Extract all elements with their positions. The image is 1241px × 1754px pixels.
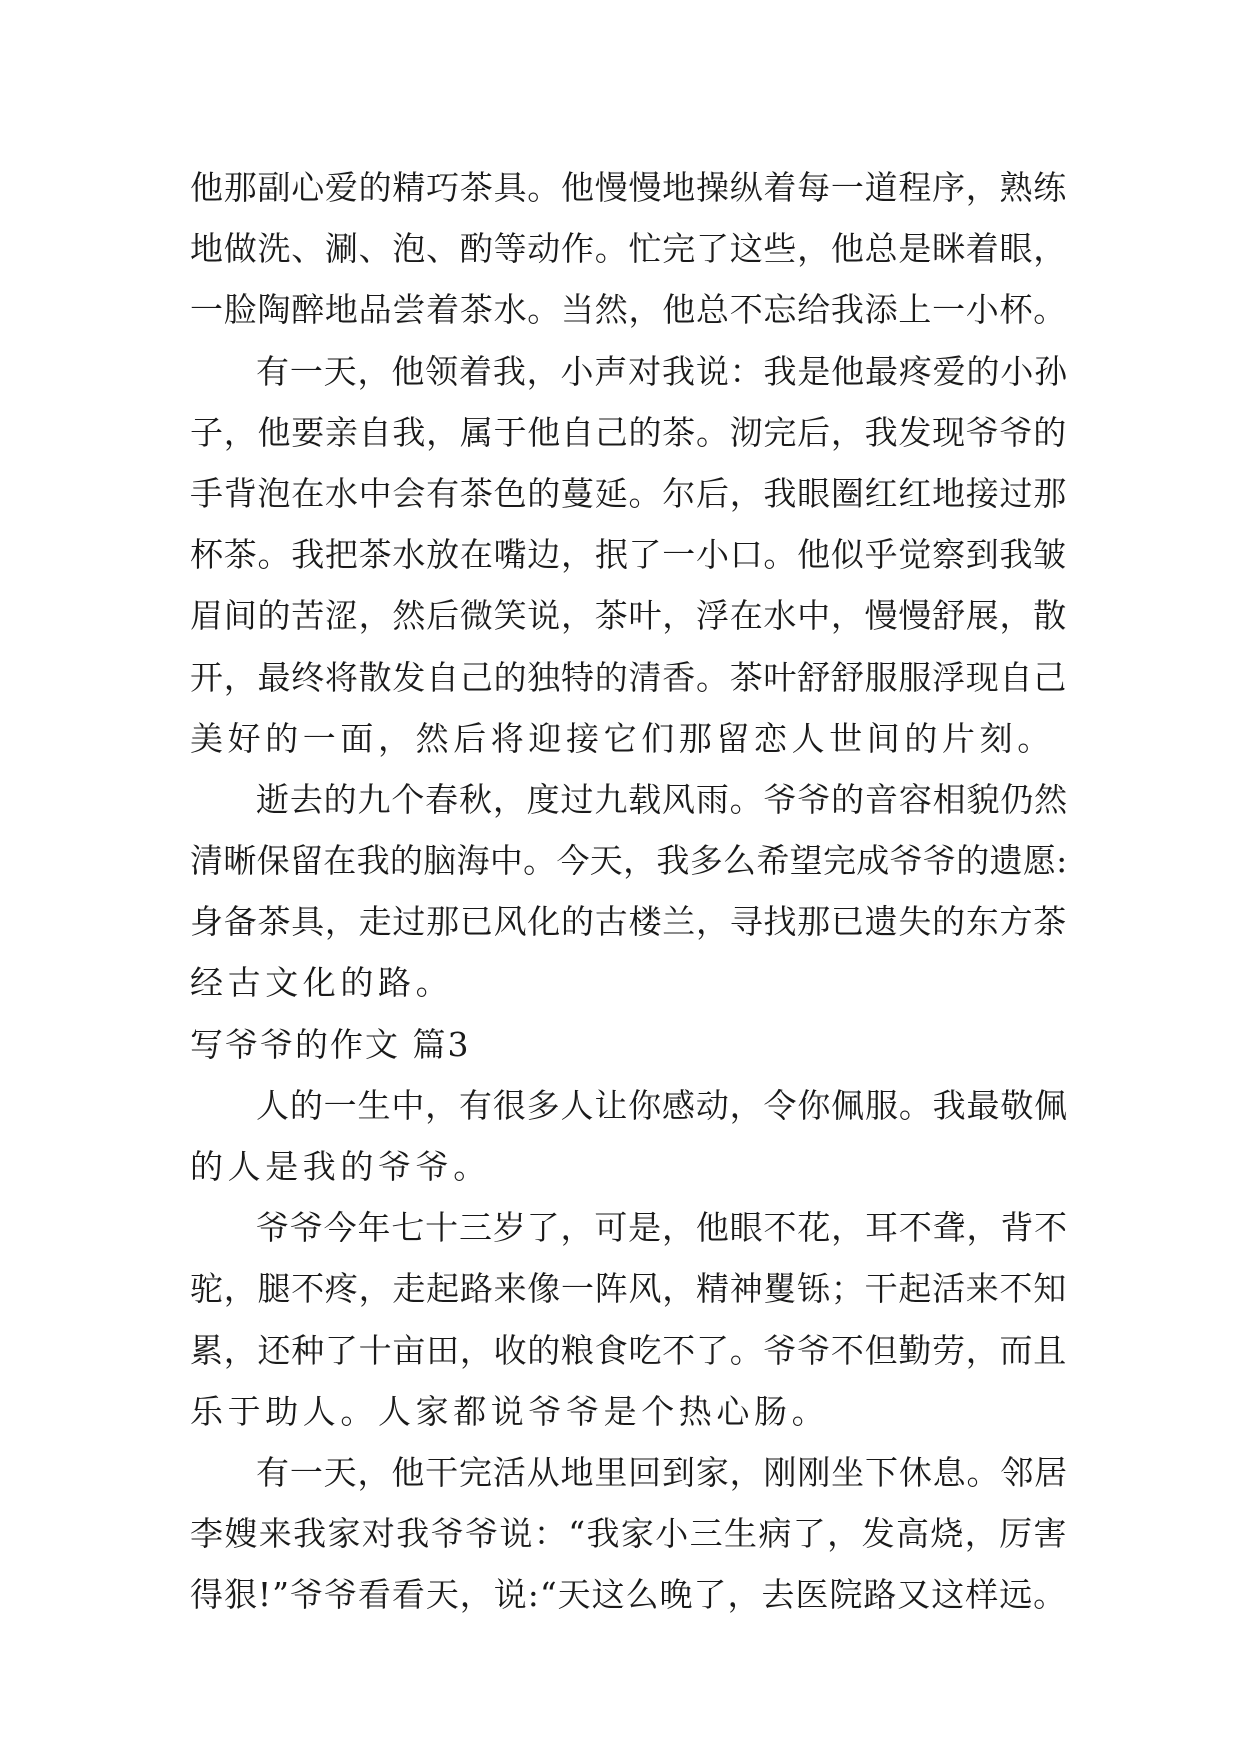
text-line: 美好的一面，然后将迎接它们那留恋人世间的片刻。 bbox=[190, 718, 1055, 758]
text-line: 得狠!”爷爷看看天，说:“天这么晚了，去医院路又这样远。 bbox=[190, 1575, 1068, 1615]
paragraph-start-line: 人的一生中，有很多人让你感动，令你佩服。我最敬佩 bbox=[256, 1085, 1068, 1125]
text-line: 地做洗、涮、泡、酌等动作。忙完了这些，他总是眯着眼， bbox=[190, 229, 1067, 269]
text-line: 的人是我的爷爷。 bbox=[190, 1147, 491, 1186]
text-line: 一脸陶醉地品尝着茶水。当然，他总不忘给我添上一小杯。 bbox=[190, 290, 1067, 330]
text-line: 开，最终将散发自己的独特的清香。茶叶舒舒服服浮现自己 bbox=[190, 657, 1067, 697]
text-line: 累，还种了十亩田，收的粮食吃不了。爷爷不但勤劳，而且 bbox=[190, 1330, 1067, 1370]
paragraph-start-line: 逝去的九个春秋，度过九载风雨。爷爷的音容相貌仍然 bbox=[256, 779, 1068, 819]
paragraph-start-line: 有一天，他干完活从地里回到家，刚刚坐下休息。邻居 bbox=[256, 1452, 1068, 1492]
text-line: 眉间的苦涩，然后微笑说，茶叶，浮在水中，慢慢舒展，散 bbox=[190, 596, 1067, 636]
paragraph-start-line: 爷爷今年七十三岁了，可是，他眼不花，耳不聋，背不 bbox=[256, 1208, 1068, 1248]
text-line: 经古文化的路。 bbox=[190, 963, 454, 1003]
text-line: 乐于助人。人家都说爷爷是个热心肠。 bbox=[190, 1391, 830, 1431]
document-body bbox=[190, 157, 1070, 1626]
section-heading: 写爷爷的作文 篇3 bbox=[190, 1024, 471, 1064]
text-line: 杯茶。我把茶水放在嘴边，抿了一小口。他似乎觉察到我皱 bbox=[190, 535, 1067, 575]
text-line: 子，他要亲自我，属于他自己的茶。沏完后，我发现爷爷的 bbox=[190, 412, 1067, 452]
text-line: 驼，腿不疼，走起路来像一阵风，精神矍铄；干起活来不知 bbox=[190, 1269, 1067, 1309]
text-line: 清晰保留在我的脑海中。今天，我多么希望完成爷爷的遗愿: bbox=[190, 841, 1068, 881]
text-line: 身备茶具，走过那已风化的古楼兰，寻找那已遗失的东方茶 bbox=[190, 902, 1067, 942]
text-line: 手背泡在水中会有茶色的蔓延。尔后，我眼圈红红地接过那 bbox=[190, 473, 1067, 513]
paragraph-start-line: 有一天，他领着我，小声对我说：我是他最疼爱的小孙 bbox=[256, 351, 1068, 391]
text-line: 李嫂来我家对我爷爷说：“我家小三生病了，发高烧，厉害 bbox=[190, 1514, 1068, 1554]
text-line: 他那副心爱的精巧茶具。他慢慢地操纵着每一道程序，熟练 bbox=[190, 168, 1067, 207]
